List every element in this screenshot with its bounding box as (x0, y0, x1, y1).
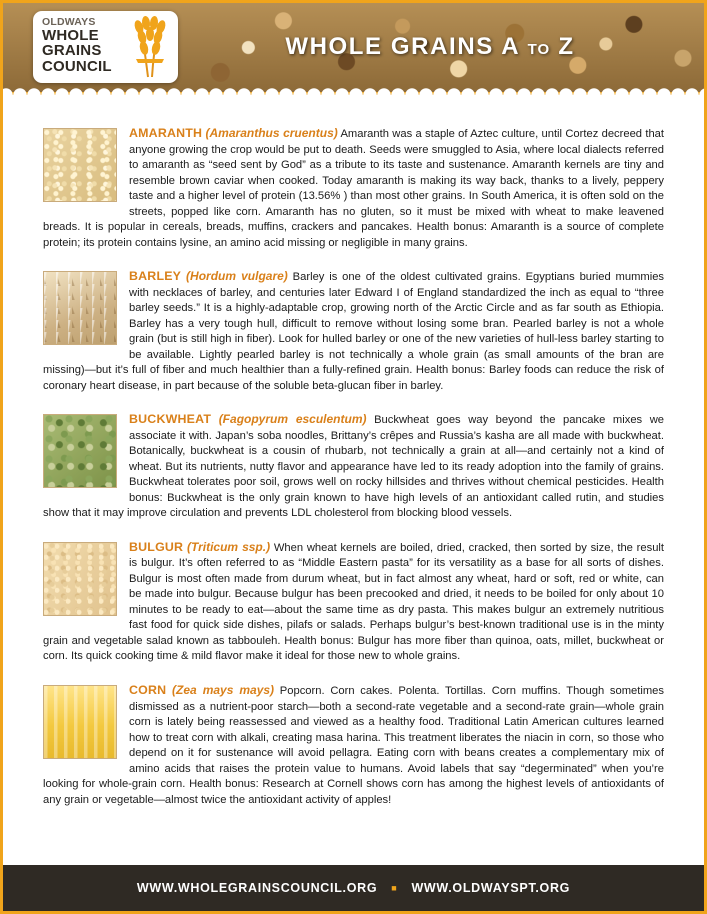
entry-text (43, 682, 664, 808)
square-bullet-icon: ■ (391, 883, 398, 893)
wheat-sheaf-icon (128, 15, 172, 79)
oldwayspt-url[interactable]: WWW.OLDWAYSPT.ORG (411, 881, 571, 895)
entry-name: BULGUR (129, 539, 184, 554)
entry-latin-name: (Zea mays mays) (172, 682, 275, 697)
entry-body: Barley is one of the oldest cultivated grains. Egyptians buried mummies with necklaces of barley, and centuries later Edward I of England standardized the inch as equal to “three barley seeds.” It is a highly-adaptable crop, growing north of the Arctic Circle and as far south as Ethiopia. Barley has a very tough hull, difficult to remove without losing some bran. Pearled barley is not a whole grain (but is still high in fiber). Look for hulled barley or one of the new varieties of hull-less barley starting to be available. Lightly pearled barley is not technically a whole grain (as small amounts of the bran are missing)—but it’s full of fiber and much healthier than a fully-refined grain. Health bonus: Barley foods can reduce the risk of coronary heart disease, in part because of the soluble beta-glucan fiber in barley. (43, 271, 665, 392)
entry-text (43, 125, 664, 251)
logo-text (42, 17, 138, 74)
wholegrainscouncil-url[interactable]: WWW.WHOLEGRAINSCOUNCIL.ORG (136, 881, 378, 895)
list-item (43, 125, 664, 251)
list-item (43, 682, 664, 808)
page-title-main: WHOLE GRAINS A (285, 33, 520, 60)
page-title-end: Z (558, 33, 575, 60)
entry-text (43, 411, 664, 522)
logo-line-council: COUNCIL (42, 57, 112, 75)
corn-grain-swatch (43, 685, 117, 759)
bulgur-grain-swatch (43, 542, 117, 616)
entry-body: When wheat kernels are boiled, dried, cracked, then sorted by size, the result is bulgur. It’s often referred to as “Middle Eastern pasta” for its versatility as a base for all sorts of dishes. Bulgur is most often made from durum wheat, but in fact almost any wheat, hard or soft, red or white, can be made into bulgur. Because bulgur has been precooked and dried, it needs to be boiled for only about 10 minutes to be ready to eat—about the same time as dry pasta. This makes bulgur an extremely nutritious fast food for quick side dishes, pilafs or salads. Perhaps bulgur’s best-known traditional use is in the minty grain and vegetable salad known as tabbouleh. Health bonus: Bulgur has more fiber than quinoa, oats, millet, buckwheat or corn. Its quick cooking time & mild flavor make it ideal for those new to whole grains. (43, 541, 665, 663)
entry-body: Amaranth was a staple of Aztec culture, until Cortez decreed that anyone growing the crop would be put to death. Seeds were smuggled to Asia, where local dialects referred to amaranth as “seed sent by God” as a tribute to its taste and sustenance. Amaranth kernels are tiny and resemble brown caviar when cooked. Today amaranth is making its way back, thanks to a lively, peppery taste and a higher level of protein (13.56% ) than most other grains. In South America, it is often sold on the streets, popped like corn. Amaranth has no gluten, so it must be mixed with wheat to make leavened breads. It is popular in cereals, breads, muffins, crackers and pancakes. Health bonus: Amaranth is a source of complete protein; its protein contains lysine, an amino acid missing or negligible in many grains. (43, 128, 665, 249)
entry-text (43, 268, 664, 394)
entry-body: Buckwheat goes way beyond the pancake mixes we associate it with. Japan’s soba noodles, Brittany’s crêpes and Russia’s kasha are all made with buckwheat. Botanically, buckwheat is a cousin of rhubarb, not technically a grain at all—and certainly not a kind of wheat. But its nutrients, nutty flavor and appearance have led to its ready adoption into the family of grains. Buckwheat tolerates poor soil, grows well on rocky hillsides and thrives without chemical pesticides. Health bonus: Buckwheat is the only grain known to have high levels of an antioxidant called rutin, and studies show that it may improve circulation and prevents LDL cholesterol from blocking blood vessels. (43, 414, 664, 520)
list-item (43, 411, 664, 522)
entry-text (43, 539, 664, 665)
page-footer (3, 865, 704, 911)
barley-grain-swatch (43, 271, 117, 345)
entry-name: CORN (129, 682, 167, 697)
list-item (43, 268, 664, 394)
entry-latin-name: (Amaranthus cruentus) (205, 126, 338, 140)
entry-latin-name: (Triticum ssp.) (186, 539, 271, 554)
entry-latin-name: (Fagopyrum esculentum) (218, 412, 367, 427)
oldways-whole-grains-council-logo (33, 11, 178, 83)
buckwheat-grain-swatch (43, 414, 117, 488)
logo-line-oldways: OLDWAYS (42, 16, 96, 28)
entry-latin-name: (Hordum vulgare) (186, 269, 288, 284)
list-item (43, 539, 664, 665)
logo-line-whole: WHOLE (42, 26, 99, 44)
entry-body: Popcorn. Corn cakes. Polenta. Tortillas. Corn muffins. Though sometimes dismissed as a nutrient-poor starch—both a second-rate vegetable and a second-rate grain—whole grain corn is lately being reassessed and viewed as a healthy food. Traditional Latin American cultures learned how to treat corn with alkali, creating masa harina. This treatment liberates the niacin in corn, so those who depend on it for sustenance will avoid pellagra. Eating corn with beans creates a complementary mix of amino acids that raises the protein value to humans. Avoid labels that say “degerminated” when you’re looking for whole-grain corn. Health bonus: Research at Cornell shows corn has among the highest levels of antioxidants of any grain or vegetable—almost twice the antioxidant activity of apples! (43, 684, 665, 806)
page-title (195, 33, 665, 61)
entry-name: AMARANTH (129, 126, 203, 140)
page-header (3, 3, 704, 95)
grain-entries-list (3, 107, 704, 865)
logo-line-grains: GRAINS (42, 42, 102, 60)
page-title-to: TO (527, 41, 551, 58)
entry-name: BARLEY (129, 269, 182, 284)
entry-name: BUCKWHEAT (129, 412, 212, 427)
amaranth-grain-swatch (43, 128, 117, 202)
